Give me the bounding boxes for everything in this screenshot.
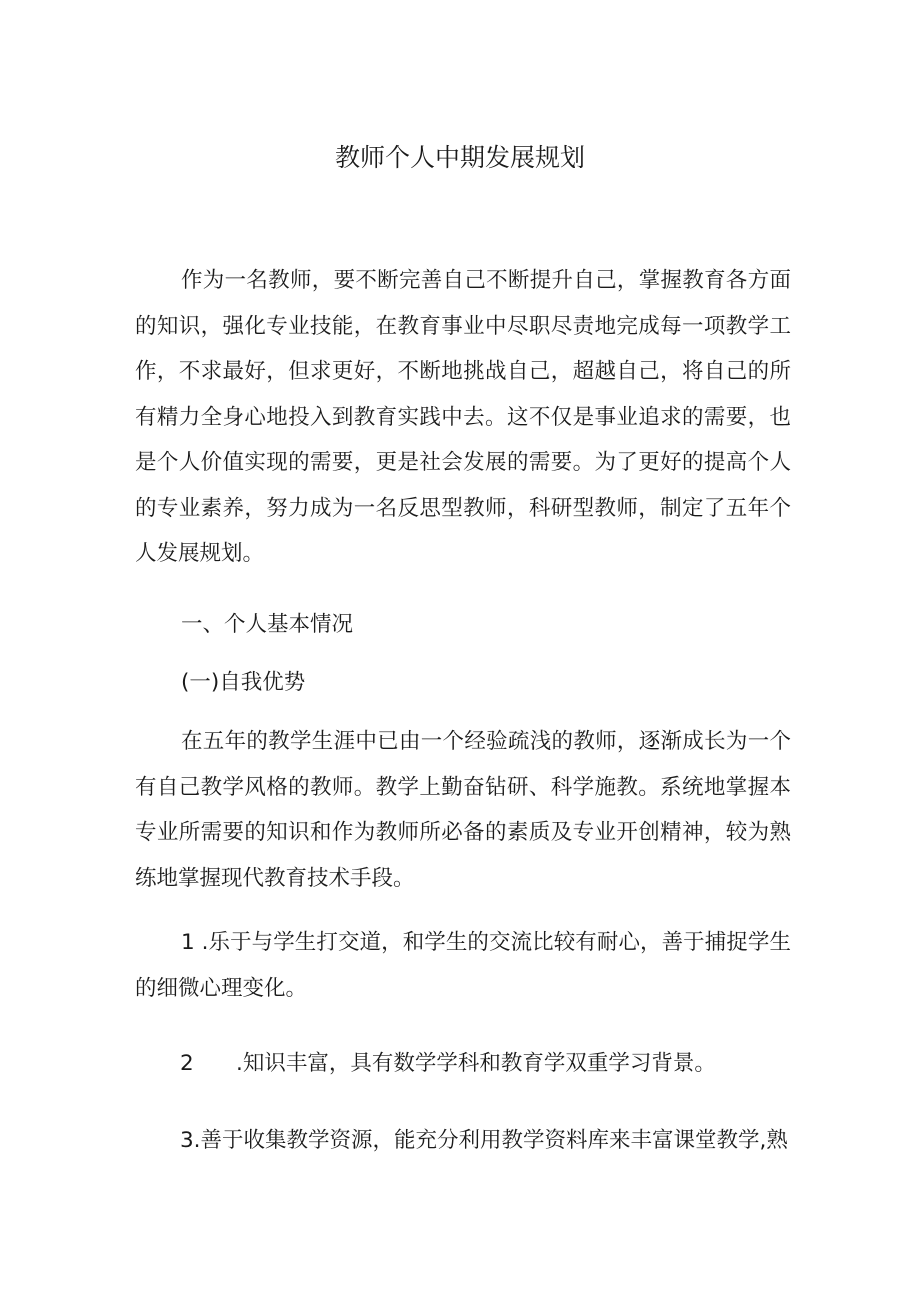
list-item-1: 1 .乐于与学生打交道，和学生的交流比较有耐心，善于捕捉学生的细微心理变化。 [135,930,791,1001]
list-item-2-number: 2 [180,1051,194,1076]
subsection-heading-advantages: (一)自我优势 [181,670,306,695]
list-item-2 [180,1049,716,1079]
document-title: 教师个人中期发展规划 [334,143,585,172]
advantage-paragraph: 在五年的教学生涯中已由一个经验疏浅的教师，逐渐成长为一个有自己教学风格的教师。教学上勤奋钻研、科学施教。系统地掌握本专业所需要的知识和作为教师所必备的素质及专业开创精神，较为熟练地掌握现代教育技术手段。 [135,729,791,891]
section-heading-basic-info: 一、个人基本情况 [181,612,354,637]
list-item-3: 3.善于收集教学资源，能充分利用教学资料库来丰富课堂教学,熟 [180,1128,788,1153]
intro-paragraph: 作为一名教师，要不断完善自己不断提升自己，掌握教育各方面的知识，强化专业技能，在教育事业中尽职尽责地完成每一项教学工作，不求最好，但求更好，不断地挑战自己，超越自己，将自己的所有精力全身心地投入到教育实践中去。这不仅是事业追求的需要，也是个人价值实现的需要，更是社会发展的需要。为了更好的提高个人的专业素养，努力成为一名反思型教师，科研型教师，制定了五年个人发展规划。 [135,268,791,566]
list-item-2-text: .知识丰富，具有数学学科和教育学双重学习背景。 [236,1051,716,1076]
